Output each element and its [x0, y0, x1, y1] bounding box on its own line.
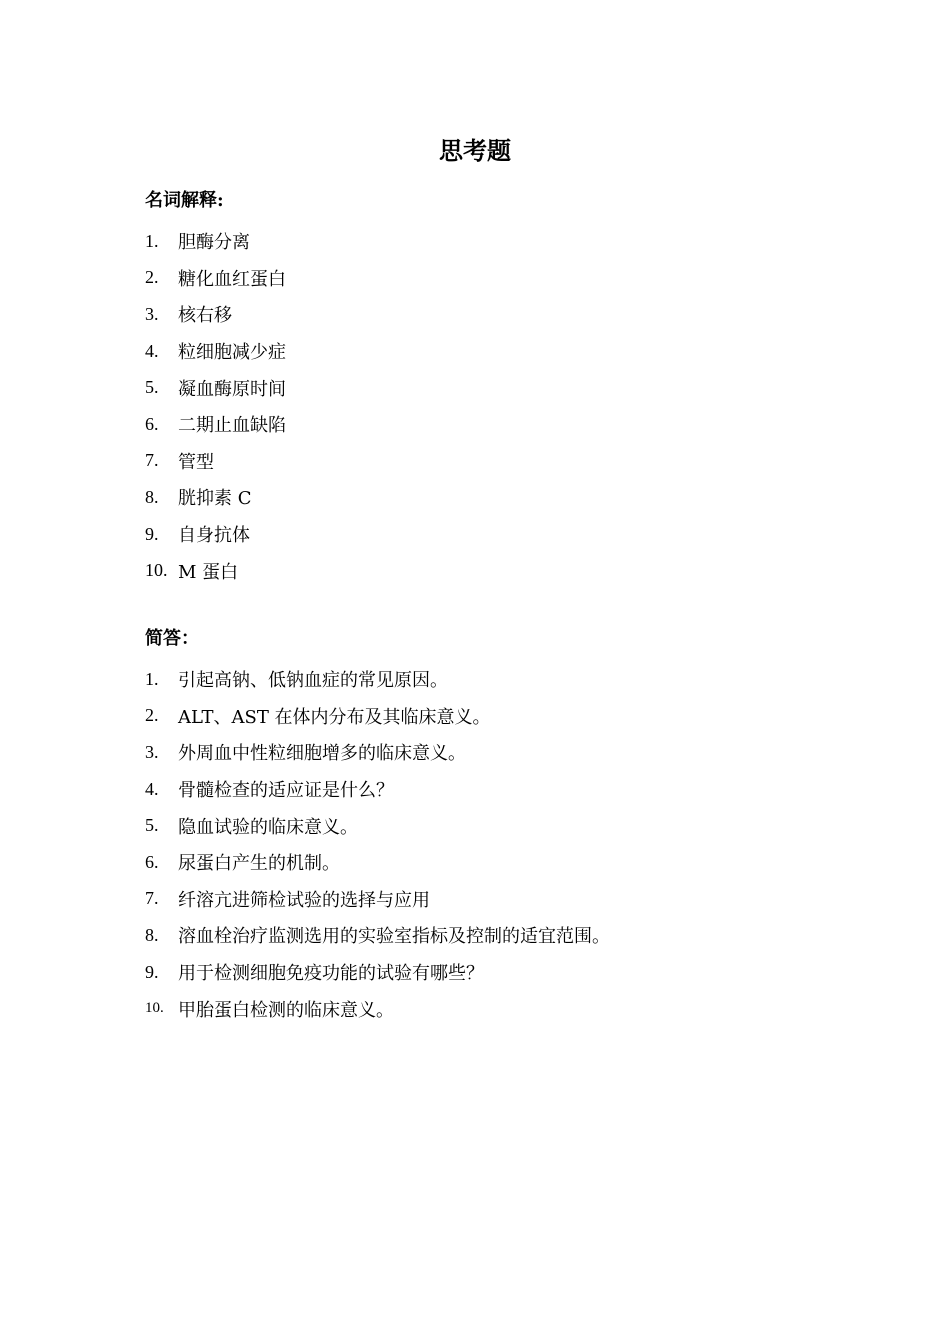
list-item — [145, 260, 845, 297]
list-item — [145, 990, 845, 1027]
list-item — [145, 771, 845, 808]
list-item — [145, 296, 845, 333]
item-number: 3. — [145, 741, 159, 762]
section-term-definitions — [145, 186, 845, 589]
list-item — [145, 369, 845, 406]
list-item — [145, 479, 845, 516]
item-text: 隐血试验的临床意义。 — [178, 816, 358, 838]
section-heading: 简答： — [145, 628, 199, 649]
list-item — [145, 552, 845, 589]
list-item — [145, 807, 845, 844]
item-text: 骨髓检查的适应证是什么？ — [178, 780, 394, 802]
item-number: 9. — [145, 961, 159, 982]
section-heading: 名词解释: — [145, 190, 224, 211]
item-number: 4. — [145, 340, 159, 361]
item-text: 管型 — [178, 451, 214, 473]
item-number: 10. — [145, 560, 168, 581]
list-item — [145, 516, 845, 553]
item-text: M 蛋白 — [178, 561, 239, 583]
item-text: 自身抗体 — [178, 525, 250, 547]
item-text: 用于检测细胞免疫功能的试验有哪些？ — [178, 963, 484, 985]
item-text: 外周血中性粒细胞增多的临床意义。 — [178, 743, 466, 765]
list-item — [145, 406, 845, 443]
list-item — [145, 333, 845, 370]
item-number: 9. — [145, 523, 159, 544]
item-text: 纤溶亢进筛检试验的选择与应用 — [178, 889, 430, 911]
item-text: 二期止血缺陷 — [178, 415, 286, 437]
item-text: 甲胎蛋白检测的临床意义。 — [178, 999, 394, 1021]
item-number: 2. — [145, 267, 159, 288]
list-item — [145, 443, 845, 480]
list-item — [145, 698, 845, 735]
item-text: 凝血酶原时间 — [178, 378, 286, 400]
item-text: 核右移 — [178, 305, 232, 327]
item-number: 7. — [145, 888, 159, 909]
list-item — [145, 844, 845, 881]
item-number: 6. — [145, 851, 159, 872]
item-number: 2. — [145, 705, 159, 726]
item-text: 胱抑素 C — [178, 488, 252, 510]
item-number: 1. — [145, 230, 159, 251]
item-text: ALT、AST 在体内分布及其临床意义。 — [178, 706, 491, 728]
item-number: 10. — [145, 1000, 164, 1017]
item-text: 糖化血红蛋白 — [178, 268, 286, 290]
item-number: 1. — [145, 668, 159, 689]
item-text: 尿蛋白产生的机制。 — [178, 853, 340, 875]
item-number: 5. — [145, 377, 159, 398]
section-short-answer — [145, 624, 845, 1027]
item-number: 4. — [145, 778, 159, 799]
item-text: 胆酶分离 — [178, 232, 250, 254]
item-text: 粒细胞减少症 — [178, 342, 286, 364]
item-number: 5. — [145, 815, 159, 836]
term-list — [145, 223, 845, 589]
item-number: 3. — [145, 303, 159, 324]
item-number: 7. — [145, 450, 159, 471]
item-number: 6. — [145, 413, 159, 434]
question-list — [145, 661, 845, 1027]
list-item — [145, 917, 845, 954]
item-number: 8. — [145, 924, 159, 945]
list-item — [145, 954, 845, 991]
item-number: 8. — [145, 486, 159, 507]
item-text: 溶血栓治疗监测选用的实验室指标及控制的适宜范围。 — [178, 926, 610, 948]
list-item — [145, 661, 845, 698]
list-item — [145, 223, 845, 260]
list-item — [145, 734, 845, 771]
page-title: 思考题 — [439, 136, 511, 165]
list-item — [145, 881, 845, 918]
item-text: 引起高钠、低钠血症的常见原因。 — [178, 670, 448, 692]
